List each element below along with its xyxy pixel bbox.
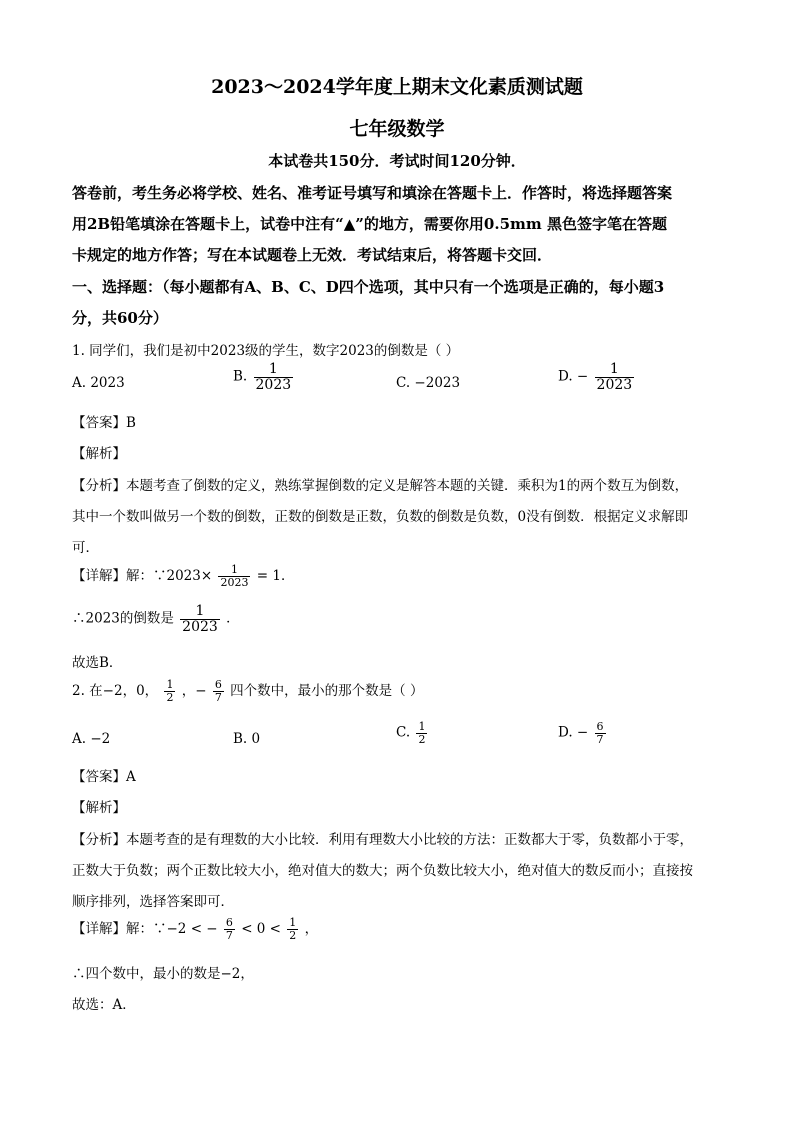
q1-option-a: A. 2023 <box>72 375 125 391</box>
q2-option-c <box>396 721 429 745</box>
q2-option-c-label: C. <box>396 724 411 741</box>
q2-option-a: A. −2 <box>72 731 111 747</box>
q2-detail-tag: 【详解】 <box>72 921 126 937</box>
q2-fenxi-line-3: 顺序排列，选择答案即可． <box>72 894 234 910</box>
q1-detail-pre: 解：∵2023× <box>126 568 213 584</box>
q2-option-c-numerator: 1 <box>418 720 426 733</box>
q2-stem-numerator-1: 1 <box>166 678 174 692</box>
q1-option-d-denominator: 2023 <box>596 376 633 393</box>
instructions-line-1: 答卷前，考生务必将学校、姓名、准考证号填写和填涂在答题卡上．作答时，将选择题答案 <box>72 184 673 202</box>
q2-detail-fraction-1 <box>224 917 235 941</box>
q2-detail-line <box>72 917 318 942</box>
q2-option-d-denominator: 7 <box>596 732 604 746</box>
q2-detail-fraction-2 <box>287 917 298 941</box>
q2-detail-post: ， <box>304 921 319 937</box>
q1-fenxi-text-1: 本题考查了倒数的定义，熟练掌握倒数的定义是解答本题的关键．乘积为1的两个数互为倒数， <box>126 478 689 494</box>
q2-option-c-denominator: 2 <box>418 732 426 746</box>
q1-final: 故选B． <box>72 655 123 671</box>
section-heading-line-1: 一、选择题：（每小题都有A、B、C、D四个选项，其中只有一个选项是正确的，每小题3 <box>72 278 665 296</box>
q2-answer-value: A <box>126 769 136 785</box>
q2-detail-denominator-2: 2 <box>289 929 297 942</box>
q2-option-b: B. 0 <box>233 731 261 747</box>
q2-option-d <box>558 721 608 745</box>
q2-analysis-heading: 【解析】 <box>72 800 126 816</box>
q2-stem-mid: ，− <box>181 683 207 699</box>
q2-stem-numerator-2: 6 <box>214 678 222 692</box>
q1-option-c: C. −2023 <box>396 375 461 391</box>
q2-stem-denominator-2: 7 <box>214 691 222 704</box>
q1-conclusion-line <box>72 604 240 634</box>
q2-option-c-fraction <box>416 721 427 745</box>
q1-option-d <box>558 362 636 392</box>
q1-option-b-numerator: 1 <box>268 361 278 377</box>
q1-detail-denominator: 2023 <box>220 576 249 589</box>
q1-conclusion-pre: ∴2023的倒数是 <box>72 610 174 627</box>
q1-answer-tag: 【答案】 <box>72 415 126 431</box>
q1-fenxi-line-3: 可． <box>72 540 99 556</box>
q1-option-d-numerator: 1 <box>609 361 619 377</box>
q2-stem-fraction-1 <box>164 679 175 703</box>
q2-fenxi-tag: 【分析】 <box>72 832 126 848</box>
q2-answer-tag: 【答案】 <box>72 769 126 785</box>
q2-detail-numerator-1: 6 <box>225 916 233 930</box>
q1-analysis-heading: 【解析】 <box>72 446 126 462</box>
instructions-line-2: 用2B铅笔填涂在答题卡上，试卷中注有“▲”的地方，需要你用0.5mm 黑色签字笔在答题 <box>72 215 667 233</box>
q1-conclusion-denominator: 2023 <box>182 618 218 635</box>
instructions-line-3: 卡规定的地方作答；写在本试题卷上无效．考试结束后，将答题卡交回． <box>72 246 553 264</box>
q2-option-d-label: D. − <box>558 724 589 741</box>
q1-answer-value: B <box>126 415 136 431</box>
q1-detail-post: = 1． <box>256 568 295 584</box>
q2-stem <box>72 679 423 704</box>
q2-fenxi-text-1: 本题考查的是有理数的大小比较．利用有理数大小比较的方法：正数都大于零，负数都小于零， <box>126 832 693 848</box>
q1-option-b-label: B. <box>233 368 248 385</box>
q1-fenxi-line-1 <box>72 474 688 494</box>
q1-option-b-denominator: 2023 <box>255 376 292 393</box>
q1-conclusion-fraction <box>180 604 220 634</box>
q2-stem-denominator-1: 2 <box>166 691 174 704</box>
q2-conclusion: ∴四个数中，最小的数是−2， <box>72 966 254 982</box>
q1-detail-fraction <box>218 564 250 588</box>
q1-option-b <box>233 362 295 392</box>
q2-stem-pre: 2. 在−2，0， <box>72 683 159 699</box>
q2-fenxi-line-1 <box>72 828 693 848</box>
q2-detail-numerator-2: 1 <box>289 916 297 930</box>
q1-fenxi-line-2: 其中一个数叫做另一个数的倒数，正数的倒数是正数，负数的倒数是负数，0没有倒数．根据定义求解即 <box>72 509 689 525</box>
q2-detail-pre: 解：∵−2 < − <box>126 921 218 937</box>
q2-option-d-numerator: 6 <box>596 720 604 733</box>
q2-detail-denominator-1: 7 <box>225 929 233 942</box>
q1-conclusion-numerator: 1 <box>195 603 205 619</box>
q2-detail-mid: < 0 < <box>241 921 281 937</box>
q1-fenxi-tag: 【分析】 <box>72 478 126 494</box>
q1-detail-tag: 【详解】 <box>72 568 126 584</box>
exam-title: 2023～2024学年度上期末文化素质测试题 <box>211 76 583 98</box>
q1-detail-numerator: 1 <box>230 563 238 577</box>
q1-option-d-fraction <box>595 362 635 392</box>
q2-option-d-fraction <box>595 721 606 745</box>
q2-final: 故选：A． <box>72 997 136 1013</box>
q1-answer <box>72 411 136 431</box>
exam-subtitle: 七年级数学 <box>349 118 445 140</box>
q1-stem: 1. 同学们，我们是初中2023级的学生，数字2023的倒数是（ ） <box>72 343 460 359</box>
q1-option-d-label: D. − <box>558 368 589 385</box>
q2-answer <box>72 765 136 785</box>
exam-info: 本试卷共150分．考试时间120分钟． <box>268 152 526 170</box>
q1-detail-line <box>72 564 294 589</box>
q1-option-b-fraction <box>254 362 294 392</box>
section-heading-line-2: 分，共60分） <box>72 309 168 327</box>
q2-stem-fraction-2 <box>213 679 224 703</box>
q2-stem-post: 四个数中，最小的那个数是（ ） <box>230 683 424 699</box>
q1-conclusion-post: ． <box>226 610 240 627</box>
q2-fenxi-line-2: 正数大于负数；两个正数比较大小，绝对值大的数大；两个负数比较大小，绝对值大的数反而小；直接按 <box>72 863 693 879</box>
